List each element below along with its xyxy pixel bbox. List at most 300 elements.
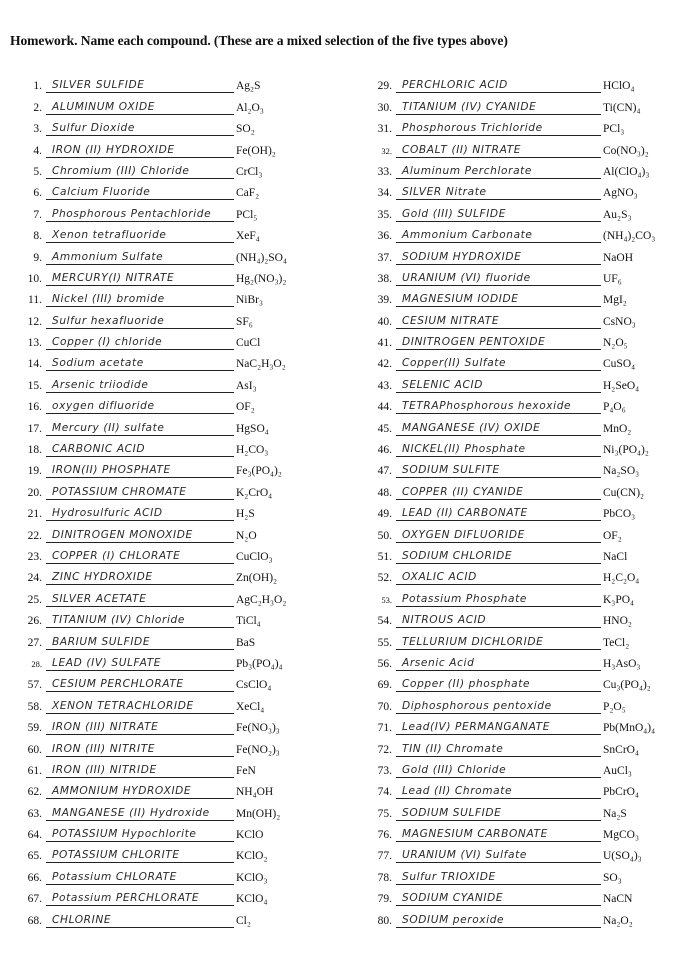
- handwritten-answer[interactable]: POTASSIUM Hypochlorite: [46, 826, 234, 842]
- handwritten-answer[interactable]: Copper (I) chloride: [46, 334, 234, 350]
- handwritten-answer[interactable]: CESIUM NITRATE: [396, 313, 601, 329]
- handwritten-answer[interactable]: URANIUM (VI) Sulfate: [396, 847, 601, 863]
- page-title: Homework. Name each compound. (These are a mixed selection of the five types above): [10, 33, 508, 48]
- question-number: 10.: [27, 272, 42, 285]
- question-number: 3.: [33, 123, 42, 136]
- chemical-formula: KClO: [236, 829, 264, 842]
- handwritten-answer[interactable]: Arsenic triiodide: [46, 377, 234, 393]
- chemical-formula: KClO₄: [236, 893, 268, 906]
- chemical-formula: PCl₃: [603, 123, 625, 136]
- question-row: [360, 714, 685, 735]
- question-number: 79.: [377, 893, 392, 906]
- handwritten-answer[interactable]: SODIUM SULFIDE: [396, 805, 601, 821]
- question-number: 37.: [377, 251, 392, 264]
- question-number: 71.: [377, 722, 392, 735]
- question-number: 66.: [27, 871, 42, 884]
- question-row: [14, 329, 344, 350]
- question-number: 24.: [27, 572, 42, 585]
- handwritten-answer[interactable]: TELLURIUM DICHLORIDE: [396, 634, 601, 650]
- chemical-formula: BaS: [236, 636, 256, 649]
- question-number: 69.: [377, 679, 392, 692]
- question-number: 46.: [377, 444, 392, 457]
- question-row: [14, 350, 344, 371]
- question-row: [14, 115, 344, 136]
- chemical-formula: HNO₂: [603, 615, 632, 628]
- question-number: 49.: [377, 508, 392, 521]
- question-row: [360, 436, 685, 457]
- question-row: [14, 243, 344, 264]
- chemical-formula: Na₂O₂: [603, 914, 633, 927]
- question-row: [360, 136, 685, 157]
- chemical-formula: MgCO₃: [603, 829, 639, 842]
- chemical-formula: OF₂: [603, 529, 622, 542]
- handwritten-answer[interactable]: Potassium Phosphate: [396, 591, 601, 607]
- question-number: 27.: [27, 636, 42, 649]
- question-number: 80.: [377, 914, 392, 927]
- question-row: [14, 500, 344, 521]
- question-number: 30.: [377, 101, 392, 114]
- chemical-formula: H₂C₂O₄: [603, 572, 640, 585]
- handwritten-answer[interactable]: SODIUM SULFITE: [396, 462, 601, 478]
- question-number: 20.: [27, 486, 42, 499]
- question-row: [360, 307, 685, 328]
- question-row: [360, 478, 685, 499]
- handwritten-answer[interactable]: POTASSIUM CHLORITE: [46, 847, 234, 863]
- question-number: 8.: [33, 230, 42, 243]
- handwritten-answer[interactable]: MAGNESIUM CARBONATE: [396, 826, 601, 842]
- handwritten-answer[interactable]: Lead (II) Chromate: [396, 783, 601, 799]
- question-number: 72.: [377, 743, 392, 756]
- question-number: 43.: [377, 379, 392, 392]
- question-number: 19.: [27, 465, 42, 478]
- question-number: 68.: [27, 914, 42, 927]
- handwritten-answer[interactable]: Ammonium Carbonate: [396, 227, 601, 243]
- chemical-formula: AsI₃: [236, 379, 257, 392]
- question-row: [360, 885, 685, 906]
- question-number: 51.: [377, 550, 392, 563]
- chemical-formula: Zn(OH)₂: [236, 572, 278, 585]
- question-number: 50.: [377, 529, 392, 542]
- question-number: 38.: [377, 272, 392, 285]
- question-number: 60.: [27, 743, 42, 756]
- handwritten-answer[interactable]: DINITROGEN MONOXIDE: [46, 527, 234, 543]
- chemical-formula: Al₂O₃: [236, 101, 264, 114]
- question-row: [14, 650, 344, 671]
- chemical-formula: Co(NO₃)₂: [603, 144, 649, 157]
- question-row: [360, 329, 685, 350]
- question-row: [360, 243, 685, 264]
- question-row: [360, 628, 685, 649]
- handwritten-answer[interactable]: Nickel (III) bromide: [46, 291, 234, 307]
- question-row: [14, 543, 344, 564]
- handwritten-answer[interactable]: POTASSIUM CHROMATE: [46, 484, 234, 500]
- question-number: 17.: [27, 422, 42, 435]
- question-number: 12.: [27, 315, 42, 328]
- question-number: 11.: [28, 294, 42, 307]
- chemical-formula: HgSO₄: [236, 422, 269, 435]
- chemical-formula: Fe₃(PO₄)₂: [236, 465, 282, 478]
- chemical-formula: Na₂S: [603, 807, 627, 820]
- question-row: [360, 585, 685, 606]
- handwritten-answer[interactable]: DINITROGEN PENTOXIDE: [396, 334, 601, 350]
- chemical-formula: Cl₂: [236, 914, 251, 927]
- chemical-formula: NaOH: [603, 251, 634, 264]
- handwritten-answer[interactable]: TITANIUM (IV) CYANIDE: [396, 99, 601, 115]
- handwritten-answer[interactable]: IRON(II) PHOSPHATE: [46, 462, 234, 478]
- handwritten-answer[interactable]: Gold (III) SULFIDE: [396, 206, 601, 222]
- handwritten-answer[interactable]: CESIUM PERCHLORATE: [46, 676, 234, 692]
- question-number: 1.: [33, 80, 42, 93]
- question-number: 67.: [27, 893, 42, 906]
- question-number: 18.: [27, 444, 42, 457]
- handwritten-answer[interactable]: SODIUM peroxide: [396, 912, 601, 928]
- question-number: 56.: [377, 657, 392, 670]
- question-row: [360, 821, 685, 842]
- question-number: 14.: [27, 358, 42, 371]
- question-row: [360, 115, 685, 136]
- question-row: [14, 72, 344, 93]
- handwritten-answer[interactable]: SELENIC ACID: [396, 377, 601, 393]
- chemical-formula: SnCrO₄: [603, 743, 639, 756]
- handwritten-answer[interactable]: Potassium PERCHLORATE: [46, 890, 234, 906]
- question-row: [14, 607, 344, 628]
- question-number: 42.: [377, 358, 392, 371]
- handwritten-answer[interactable]: Phosphorous Pentachloride: [46, 206, 234, 222]
- question-row: [360, 735, 685, 756]
- handwritten-answer[interactable]: MANGANESE (IV) OXIDE: [396, 420, 601, 436]
- handwritten-answer[interactable]: OXALIC ACID: [396, 569, 601, 585]
- chemical-formula: H₂SeO₄: [603, 379, 640, 392]
- chemical-formula: Ag₂S: [236, 80, 261, 93]
- handwritten-answer[interactable]: AMMONIUM HYDROXIDE: [46, 783, 234, 799]
- handwritten-answer[interactable]: BARIUM SULFIDE: [46, 634, 234, 650]
- question-row: [360, 799, 685, 820]
- handwritten-answer[interactable]: IRON (III) NITRIDE: [46, 762, 234, 778]
- handwritten-answer[interactable]: ALUMINUM OXIDE: [46, 99, 234, 115]
- question-row: [360, 457, 685, 478]
- question-number: 35.: [377, 208, 392, 221]
- chemical-formula: Pb₃(PO₄)₄: [236, 657, 283, 670]
- chemical-formula: UF₆: [603, 272, 622, 285]
- question-row: [360, 671, 685, 692]
- question-number: 40.: [377, 315, 392, 328]
- chemical-formula: (NH₄)₂SO₄: [236, 251, 287, 264]
- question-row: [14, 885, 344, 906]
- handwritten-answer[interactable]: IRON (II) HYDROXIDE: [46, 142, 234, 158]
- question-row: [360, 179, 685, 200]
- question-row: [14, 265, 344, 286]
- chemical-formula: Fe(NO₃)₃: [236, 722, 280, 735]
- chemical-formula: P₂O₅: [603, 700, 626, 713]
- question-number: 73.: [377, 764, 392, 777]
- question-number: 65.: [27, 850, 42, 863]
- question-number: 31.: [377, 123, 392, 136]
- chemical-formula: H₃AsO₃: [603, 657, 641, 670]
- question-number: 64.: [27, 829, 42, 842]
- question-row: [360, 500, 685, 521]
- question-row: [14, 692, 344, 713]
- handwritten-answer[interactable]: Gold (III) Chloride: [396, 762, 601, 778]
- chemical-formula: TiCl₄: [236, 615, 261, 628]
- question-row: [14, 222, 344, 243]
- handwritten-answer[interactable]: Phosphorous Trichloride: [396, 120, 601, 136]
- question-row: [14, 371, 344, 392]
- handwritten-answer[interactable]: Lead(IV) PERMANGANATE: [396, 719, 601, 735]
- chemical-formula: Mn(OH)₂: [236, 807, 281, 820]
- handwritten-answer[interactable]: COPPER (II) CYANIDE: [396, 484, 601, 500]
- handwritten-answer[interactable]: NITROUS ACID: [396, 612, 601, 628]
- question-row: [14, 393, 344, 414]
- question-row: [14, 457, 344, 478]
- question-number: 6.: [33, 187, 42, 200]
- chemical-formula: (NH₄)₂CO₃: [603, 230, 656, 243]
- question-number: 59.: [27, 722, 42, 735]
- chemical-formula: XeCl₄: [236, 700, 265, 713]
- chemical-formula: CuSO₄: [603, 358, 636, 371]
- question-row: [14, 93, 344, 114]
- question-number: 48.: [377, 486, 392, 499]
- question-row: [360, 200, 685, 221]
- question-number: 33.: [377, 165, 392, 178]
- chemical-formula: CaF₂: [236, 187, 260, 200]
- chemical-formula: Ti(CN)₄: [603, 101, 641, 114]
- handwritten-answer[interactable]: Sodium acetate: [46, 355, 234, 371]
- handwritten-answer[interactable]: SILVER SULFIDE: [46, 77, 234, 93]
- question-number: 52.: [377, 572, 392, 585]
- question-number: 7.: [33, 208, 42, 221]
- handwritten-answer[interactable]: Xenon tetrafluoride: [46, 227, 234, 243]
- handwritten-answer[interactable]: SILVER ACETATE: [46, 591, 234, 607]
- question-number: 77.: [377, 850, 392, 863]
- question-number: 41.: [377, 337, 392, 350]
- question-number: 45.: [377, 422, 392, 435]
- question-row: [360, 286, 685, 307]
- handwritten-answer[interactable]: IRON (III) NITRATE: [46, 719, 234, 735]
- handwritten-answer[interactable]: CHLORINE: [46, 912, 234, 928]
- chemical-formula: AuCl₃: [603, 764, 632, 777]
- handwritten-answer[interactable]: MAGNESIUM IODIDE: [396, 291, 601, 307]
- chemical-formula: FeN: [236, 764, 256, 777]
- chemical-formula: U(SO₄)₃: [603, 850, 642, 863]
- handwritten-answer[interactable]: Mercury (II) sulfate: [46, 420, 234, 436]
- question-row: [360, 650, 685, 671]
- handwritten-answer[interactable]: NICKEL(II) Phosphate: [396, 441, 601, 457]
- chemical-formula: Au₂S₃: [603, 208, 632, 221]
- question-number: 2.: [33, 101, 42, 114]
- question-number: 53.: [381, 594, 392, 605]
- question-number: 34.: [377, 187, 392, 200]
- question-row: [14, 136, 344, 157]
- chemical-formula: HClO₄: [603, 80, 635, 93]
- question-row: [14, 179, 344, 200]
- handwritten-answer[interactable]: TITANIUM (IV) Chloride: [46, 612, 234, 628]
- chemical-formula: MgI₂: [603, 294, 627, 307]
- handwritten-answer[interactable]: Ammonium Sulfate: [46, 249, 234, 265]
- question-row: [14, 585, 344, 606]
- handwritten-answer[interactable]: Potassium CHLORATE: [46, 869, 234, 885]
- question-row: [360, 564, 685, 585]
- handwritten-answer[interactable]: LEAD (II) CARBONATE: [396, 505, 601, 521]
- question-number: 78.: [377, 871, 392, 884]
- chemical-formula: K₃PO₄: [603, 593, 635, 606]
- handwritten-answer[interactable]: COPPER (I) CHLORATE: [46, 548, 234, 564]
- question-number: 76.: [377, 829, 392, 842]
- question-row: [14, 842, 344, 863]
- question-row: [14, 821, 344, 842]
- question-row: [14, 735, 344, 756]
- question-row: [14, 906, 344, 927]
- question-number: 75.: [377, 807, 392, 820]
- chemical-formula: KClO₂: [236, 850, 268, 863]
- question-row: [360, 778, 685, 799]
- question-row: [360, 906, 685, 927]
- handwritten-answer[interactable]: IRON (III) NITRITE: [46, 741, 234, 757]
- chemical-formula: CrCl₃: [236, 165, 263, 178]
- handwritten-answer[interactable]: Sulfur hexafluoride: [46, 313, 234, 329]
- handwritten-answer[interactable]: Sulfur TRIOXIDE: [396, 869, 601, 885]
- question-number: 28.: [31, 658, 42, 669]
- question-row: [360, 265, 685, 286]
- question-number: 57.: [27, 679, 42, 692]
- handwritten-answer[interactable]: COBALT (II) NITRATE: [396, 142, 601, 158]
- handwritten-answer[interactable]: CARBONIC ACID: [46, 441, 234, 457]
- chemical-formula: Na₂SO₃: [603, 465, 640, 478]
- question-row: [360, 158, 685, 179]
- chemical-formula: CuCl: [236, 337, 261, 350]
- question-number: 29.: [377, 80, 392, 93]
- question-row: [14, 307, 344, 328]
- handwritten-answer[interactable]: SODIUM HYDROXIDE: [396, 249, 601, 265]
- handwritten-answer[interactable]: PERCHLORIC ACID: [396, 77, 601, 93]
- handwritten-answer[interactable]: SODIUM CHLORIDE: [396, 548, 601, 564]
- chemical-formula: Cu₃(PO₄)₂: [603, 679, 651, 692]
- handwritten-answer[interactable]: ZINC HYDROXIDE: [46, 569, 234, 585]
- handwritten-answer[interactable]: Copper(II) Sulfate: [396, 355, 601, 371]
- question-number: 47.: [377, 465, 392, 478]
- chemical-formula: CsClO₄: [236, 679, 272, 692]
- left-column: [14, 72, 344, 928]
- question-row: [360, 842, 685, 863]
- question-row: [14, 414, 344, 435]
- question-row: [14, 200, 344, 221]
- question-number: 23.: [27, 550, 42, 563]
- handwritten-answer[interactable]: XENON TETRACHLORIDE: [46, 698, 234, 714]
- handwritten-answer[interactable]: Diphosphorous pentoxide: [396, 698, 601, 714]
- chemical-formula: Ni₃(PO₄)₂: [603, 444, 649, 457]
- chemical-formula: H₂CO₃: [236, 444, 269, 457]
- question-row: [14, 478, 344, 499]
- handwritten-answer[interactable]: oxygen difluoride: [46, 398, 234, 414]
- question-number: 16.: [27, 401, 42, 414]
- question-row: [360, 93, 685, 114]
- chemical-formula: N₂O: [236, 529, 257, 542]
- handwritten-answer[interactable]: Sulfur Dioxide: [46, 120, 234, 136]
- question-row: [360, 863, 685, 884]
- chemical-formula: NH₄OH: [236, 786, 274, 799]
- handwritten-answer[interactable]: SILVER Nitrate: [396, 184, 601, 200]
- question-number: 36.: [377, 230, 392, 243]
- chemical-formula: PbCrO₄: [603, 786, 639, 799]
- handwritten-answer[interactable]: URANIUM (VI) fluoride: [396, 270, 601, 286]
- question-row: [360, 543, 685, 564]
- chemical-formula: MnO₂: [603, 422, 632, 435]
- question-number: 5.: [33, 165, 42, 178]
- handwritten-answer[interactable]: Hydrosulfuric ACID: [46, 505, 234, 521]
- chemical-formula: Al(ClO₄)₃: [603, 165, 650, 178]
- handwritten-answer[interactable]: Chromium (III) Chloride: [46, 163, 234, 179]
- chemical-formula: PCl₅: [236, 208, 258, 221]
- chemical-formula: Pb(MnO₄)₄: [603, 722, 656, 735]
- handwritten-answer[interactable]: Arsenic Acid: [396, 655, 601, 671]
- question-row: [14, 863, 344, 884]
- chemical-formula: XeF₄: [236, 230, 260, 243]
- chemical-formula: NaCl: [603, 550, 628, 563]
- handwritten-answer[interactable]: Copper (II) phosphate: [396, 676, 601, 692]
- question-row: [14, 521, 344, 542]
- question-number: 13.: [27, 337, 42, 350]
- question-number: 9.: [33, 251, 42, 264]
- question-row: [14, 628, 344, 649]
- handwritten-answer[interactable]: MANGANESE (II) Hydroxide: [46, 805, 234, 821]
- question-row: [360, 350, 685, 371]
- handwritten-answer[interactable]: TIN (II) Chromate: [396, 741, 601, 757]
- handwritten-answer[interactable]: Calcium Fluoride: [46, 184, 234, 200]
- question-row: [14, 778, 344, 799]
- question-number: 21.: [27, 508, 42, 521]
- handwritten-answer[interactable]: MERCURY(I) NITRATE: [46, 270, 234, 286]
- question-row: [360, 757, 685, 778]
- handwritten-answer[interactable]: SODIUM CYANIDE: [396, 890, 601, 906]
- chemical-formula: N₂O₅: [603, 337, 628, 350]
- chemical-formula: K₂CrO₄: [236, 486, 273, 499]
- chemical-formula: AgC₂H₃O₂: [236, 593, 287, 606]
- question-number: 58.: [27, 700, 42, 713]
- question-row: [360, 222, 685, 243]
- question-number: 74.: [377, 786, 392, 799]
- chemical-formula: SF₆: [236, 315, 253, 328]
- handwritten-answer[interactable]: Aluminum Perchlorate: [396, 163, 601, 179]
- question-number: 32.: [381, 145, 392, 156]
- question-number: 54.: [377, 615, 392, 628]
- question-number: 61.: [27, 764, 42, 777]
- chemical-formula: AgNO₃: [603, 187, 638, 200]
- question-row: [360, 393, 685, 414]
- chemical-formula: CuClO₃: [236, 550, 273, 563]
- question-row: [360, 521, 685, 542]
- chemical-formula: TeCl₂: [603, 636, 630, 649]
- chemical-formula: OF₂: [236, 401, 255, 414]
- question-number: 15.: [27, 379, 42, 392]
- question-row: [14, 757, 344, 778]
- question-row: [14, 799, 344, 820]
- question-row: [14, 436, 344, 457]
- question-number: 39.: [377, 294, 392, 307]
- chemical-formula: KClO₃: [236, 871, 268, 884]
- question-number: 44.: [377, 401, 392, 414]
- question-number: 63.: [27, 807, 42, 820]
- chemical-formula: Fe(NO₂)₃: [236, 743, 280, 756]
- chemical-formula: SO₂: [236, 123, 255, 136]
- chemical-formula: CsNO₃: [603, 315, 636, 328]
- question-row: [360, 607, 685, 628]
- chemical-formula: Cu(CN)₂: [603, 486, 645, 499]
- handwritten-answer[interactable]: OXYGEN DIFLUORIDE: [396, 527, 601, 543]
- question-number: 70.: [377, 700, 392, 713]
- question-row: [360, 72, 685, 93]
- question-number: 25.: [27, 593, 42, 606]
- handwritten-answer[interactable]: LEAD (IV) SULFATE: [46, 655, 234, 671]
- handwritten-answer[interactable]: TETRAPhosphorous hexoxide: [396, 398, 601, 414]
